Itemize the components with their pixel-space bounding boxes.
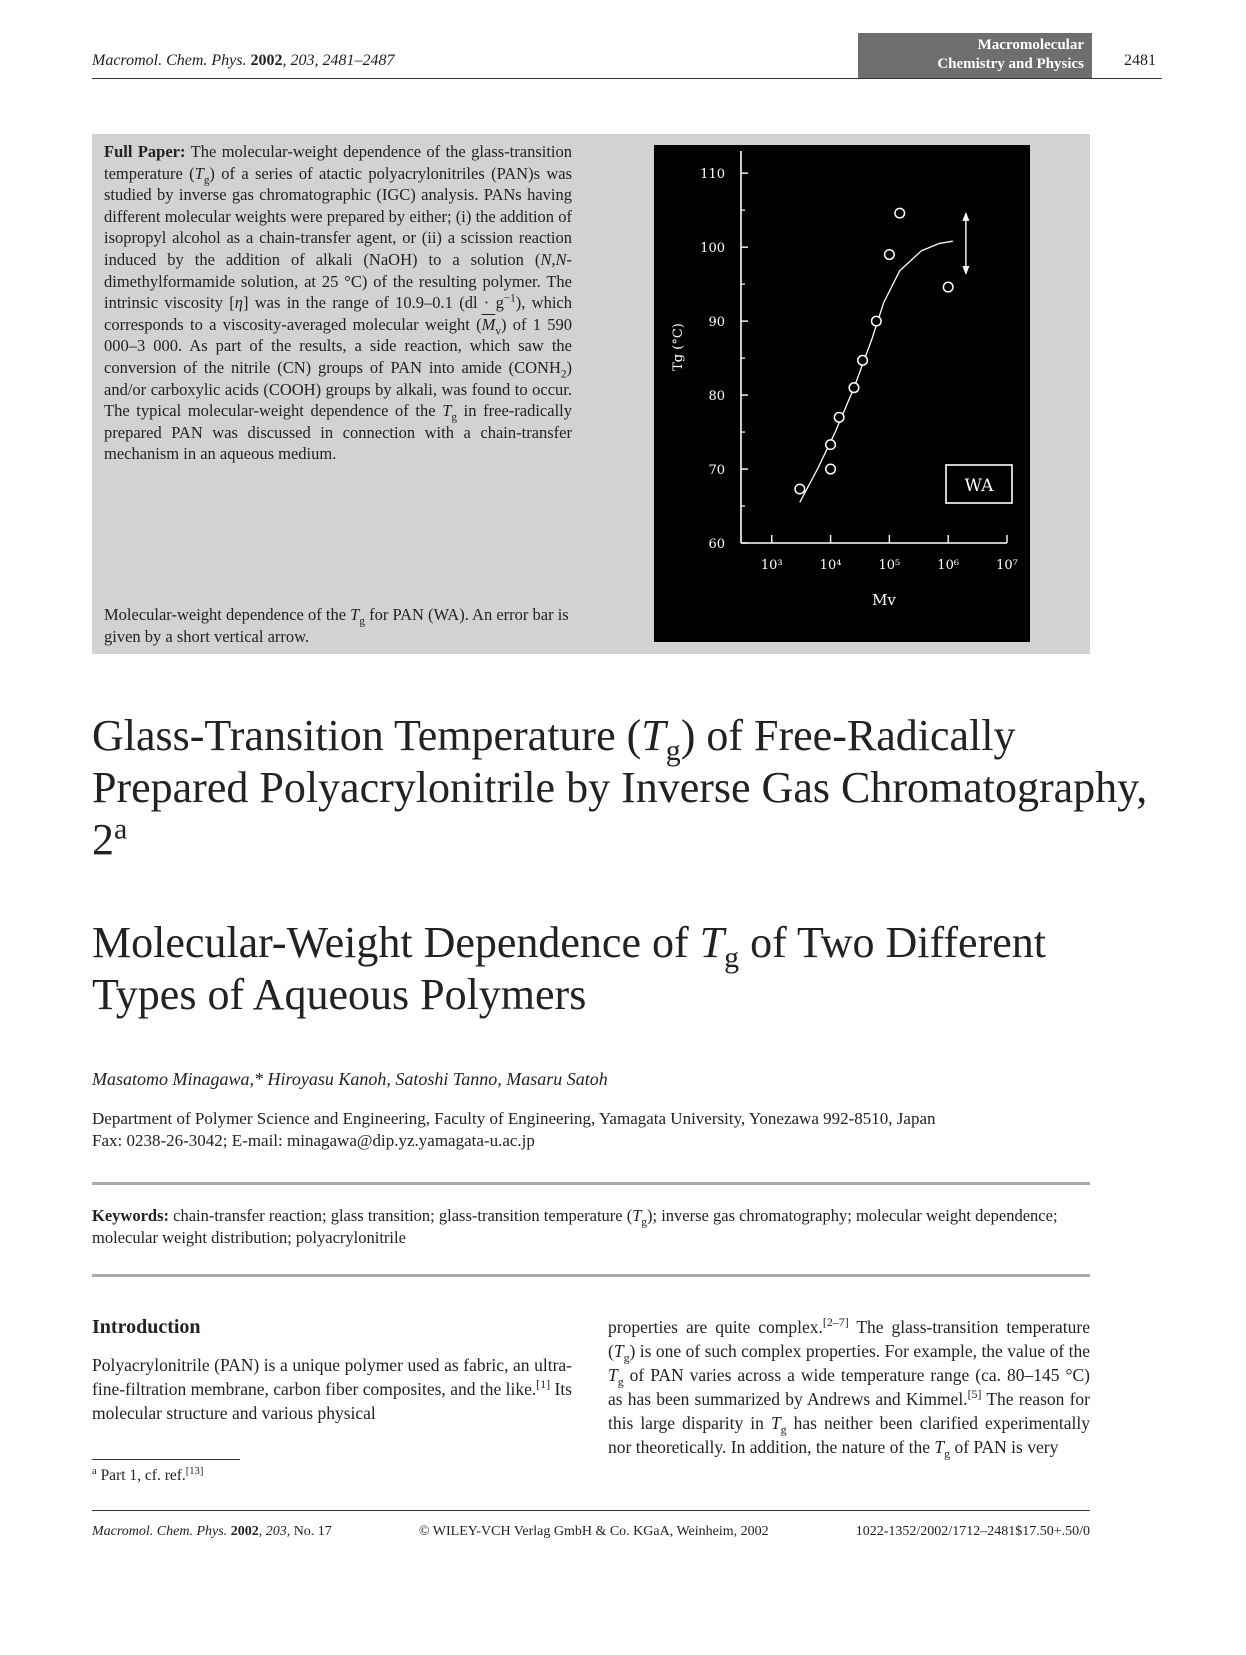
caption-seg: for PAN (WA). An error bar is given by a short vertical arrow.	[104, 605, 569, 646]
author-list: Masatomo Minagawa,* Hiroyasu Kanoh, Satoshi Tanno, Masaru Satoh	[92, 1069, 608, 1089]
journal-pages: 2481–2487	[322, 52, 395, 69]
abstract-seg: ) of a series of atactic polyacrylonitriles (PAN)s was studied by inverse gas chromatographic (IGC) analysis. PANs having different molecular weights were prepared by either; (i) the addition of isopropyl alcohol as a chain-transfer agent, or (ii) a scission reaction induced by the addition of alkali (NaOH) to a solution (	[104, 163, 573, 269]
symbol-g: g	[203, 173, 210, 186]
keywords-seg: ); inverse gas chromatography; molecular weight dependence; molecular weight distribution; polyacrylonitrile	[92, 1206, 1058, 1247]
body-seg: The reason for this large disparity in	[608, 1389, 1090, 1433]
footer-journal-name: Macromol. Chem. Phys.	[92, 1524, 228, 1539]
page-footer	[92, 1524, 1090, 1540]
symbol-g: g	[617, 1374, 624, 1389]
affiliation-line: Department of Polymer Science and Engineering, Faculty of Engineering, Yamagata University, Yonezawa 992-8510, Japan	[92, 1109, 936, 1128]
y-tick-label: 70	[708, 463, 725, 479]
footnote-rule	[92, 1459, 240, 1460]
symbol-g: g	[623, 1350, 630, 1365]
data-point	[943, 282, 953, 292]
symbol-g: g	[359, 615, 365, 628]
abstract-seg: in free-radically prepared PAN was discussed in connection with a chain-transfer mechanism in an aqueous medium.	[104, 401, 572, 464]
keywords-seg: chain-transfer reaction; glass transition; glass-transition temperature (	[169, 1206, 633, 1225]
title-seg: Glass-Transition Temperature (	[92, 711, 642, 760]
symbol-T: T	[699, 918, 725, 967]
citation: [2–7]	[822, 1315, 849, 1330]
keywords-label: Keywords:	[92, 1206, 169, 1225]
caption-seg: Molecular-weight dependence of the	[104, 605, 351, 624]
keywords	[92, 1205, 1090, 1249]
abstract-seg: -dimethylformamide solution, at 25 °C) of the resulting polymer. The intrinsic viscosity [	[104, 249, 572, 313]
footer-copyright: © WILEY-VCH Verlag GmbH & Co. KGaA, Weinheim, 2002	[418, 1524, 769, 1539]
section-heading: Introduction	[92, 1316, 201, 1338]
x-tick-label: 10⁵	[878, 558, 901, 573]
body-seg: has neither been clarified experimentally nor theoretically. In addition, the nature of the	[608, 1413, 1090, 1457]
abstract-seg: ) of 1 590 000–3 000. As part of the results, a side reaction, which saw the conversion of the nitrile (CN) groups of PAN into amide (CONH	[104, 314, 572, 377]
symbol-T: T	[442, 401, 452, 421]
symbol-g: g	[665, 733, 681, 767]
abstract-seg: ) and/or carboxylic acids (COOH) groups by alkali, was found to occur. The typical molecular-weight dependence of the	[104, 357, 572, 421]
body-seg: Polyacrylonitrile (PAN) is a unique polymer used as fabric, an ultra-fine-filtration membrane, carbon fiber composites, and the like.	[92, 1355, 572, 1399]
y-tick-label: 80	[708, 389, 725, 405]
logo-line-2: Chemistry and Physics	[937, 56, 1084, 72]
symbol-T: T	[350, 605, 360, 624]
abstract-seg: The molecular-weight dependence of the glass-transition temperature (	[104, 142, 572, 183]
symbol-M: $\overline{M}$	[481, 314, 496, 334]
symbol-v: v	[495, 325, 501, 338]
annotation-label: WA	[964, 476, 994, 496]
body-seg: of PAN is very	[950, 1437, 1059, 1457]
x-tick-label: 10⁴	[819, 558, 842, 573]
y-tick-label: 110	[700, 167, 725, 183]
x-tick-label: 10⁶	[937, 558, 960, 573]
page-number: 2481	[1124, 52, 1156, 69]
journal-name: Macromol. Chem. Phys.	[92, 52, 247, 69]
paper-subtitle	[92, 917, 1152, 1021]
citation: [1]	[536, 1377, 551, 1392]
x-tick-label: 10³	[760, 558, 783, 573]
subtitle-seg: of Two Different Types of Aqueous Polymers	[92, 918, 1046, 1019]
divider	[92, 1274, 1090, 1277]
footer-rule	[92, 1510, 1090, 1511]
data-point	[872, 316, 882, 326]
symbol-g: g	[724, 940, 740, 974]
footnote-mark: a	[92, 1465, 97, 1477]
tg-vs-mv-chart	[654, 145, 1030, 642]
symbol-T: T	[770, 1413, 781, 1433]
symbol-g: g	[780, 1422, 787, 1437]
data-point	[795, 484, 805, 494]
footer-journal: Macromol. Chem. Phys. 2002, 203, No. 17	[92, 1524, 332, 1539]
body-seg: properties are quite complex.	[608, 1317, 823, 1337]
footnote	[92, 1467, 203, 1485]
symbol-T: T	[641, 711, 666, 760]
body-column-left	[92, 1353, 572, 1425]
data-point	[826, 440, 836, 450]
x-axis-label: Mv	[872, 591, 896, 609]
journal-logo	[858, 33, 1092, 78]
symbol-T: T	[608, 1365, 618, 1385]
data-point	[885, 250, 895, 260]
figure-caption	[104, 604, 572, 647]
abstract-text	[104, 141, 572, 465]
citation: [5]	[967, 1387, 982, 1402]
data-point	[826, 464, 836, 474]
abstract-seg: ] was in the range of 10.9–0.1 (dl · g	[242, 293, 504, 313]
footnote-text: Part 1, cf. ref.	[96, 1467, 186, 1484]
data-point	[858, 356, 868, 366]
subtitle-seg: Molecular-Weight Dependence of	[92, 918, 700, 967]
symbol-g: g	[451, 411, 458, 424]
data-point	[834, 412, 844, 422]
y-tick-label: 60	[708, 537, 725, 552]
title-footnote-mark: a	[114, 812, 128, 846]
paper-title	[92, 710, 1152, 866]
body-seg: ) is one of such complex properties. For example, the value of the	[629, 1341, 1090, 1361]
logo-line-1: Macromolecular	[977, 37, 1084, 53]
data-point	[895, 208, 905, 218]
symbol-T: T	[934, 1437, 945, 1457]
footer-issue: , No. 17	[286, 1524, 332, 1539]
y-tick-label: 100	[700, 241, 725, 257]
body-seg: of PAN varies across a wide temperature range (ca. 80–145 °C) as has been summarized by Andrews and Kimmel.	[608, 1365, 1090, 1409]
journal-year: 2002	[250, 52, 283, 69]
citation: [13]	[185, 1465, 204, 1477]
footer-volume: 203	[265, 1524, 287, 1539]
symbol-T: T	[613, 1341, 624, 1361]
x-tick-label: 10⁷	[996, 558, 1018, 573]
body-seg: Its molecular structure and various physical	[92, 1379, 572, 1423]
symbol-T: T	[194, 163, 204, 183]
y-tick-label: 90	[708, 315, 725, 331]
symbol-T: T	[632, 1206, 642, 1225]
header-rule	[92, 78, 1162, 79]
journal-volume: 203	[290, 52, 315, 69]
footer-code: 1022-1352/2002/1712–2481$17.50+.50/0	[855, 1524, 1090, 1539]
body-seg: The glass-transition temperature (	[608, 1317, 1090, 1361]
abstract-lead: Full Paper:	[104, 142, 186, 161]
contact-line: Fax: 0238-26-3042; E-mail: minagawa@dip.yz.yamagata-u.ac.jp	[92, 1131, 535, 1150]
data-point	[849, 383, 859, 393]
abstract-seg: ), which corresponds to a viscosity-averaged molecular weight (	[104, 293, 572, 334]
symbol-g: g	[641, 1216, 648, 1229]
symbol-NN: N,N	[540, 249, 567, 269]
footer-year: 2002	[230, 1524, 259, 1539]
body-column-right	[608, 1315, 1090, 1459]
symbol-g: g	[944, 1446, 951, 1461]
y-axis-label: Tg (°C)	[671, 323, 686, 371]
symbol-eta: η	[234, 293, 243, 313]
divider	[92, 1182, 1090, 1185]
affiliation	[92, 1108, 1172, 1152]
symbol-two: 2	[560, 368, 567, 381]
running-header: Macromol. Chem. Phys. 2002, 203, 2481–2487	[92, 52, 395, 69]
title-seg: ) of Free-Radically Prepared Polyacrylonitrile by Inverse Gas Chromatography, 2	[92, 711, 1148, 864]
symbol-minus1: −1	[503, 292, 516, 305]
